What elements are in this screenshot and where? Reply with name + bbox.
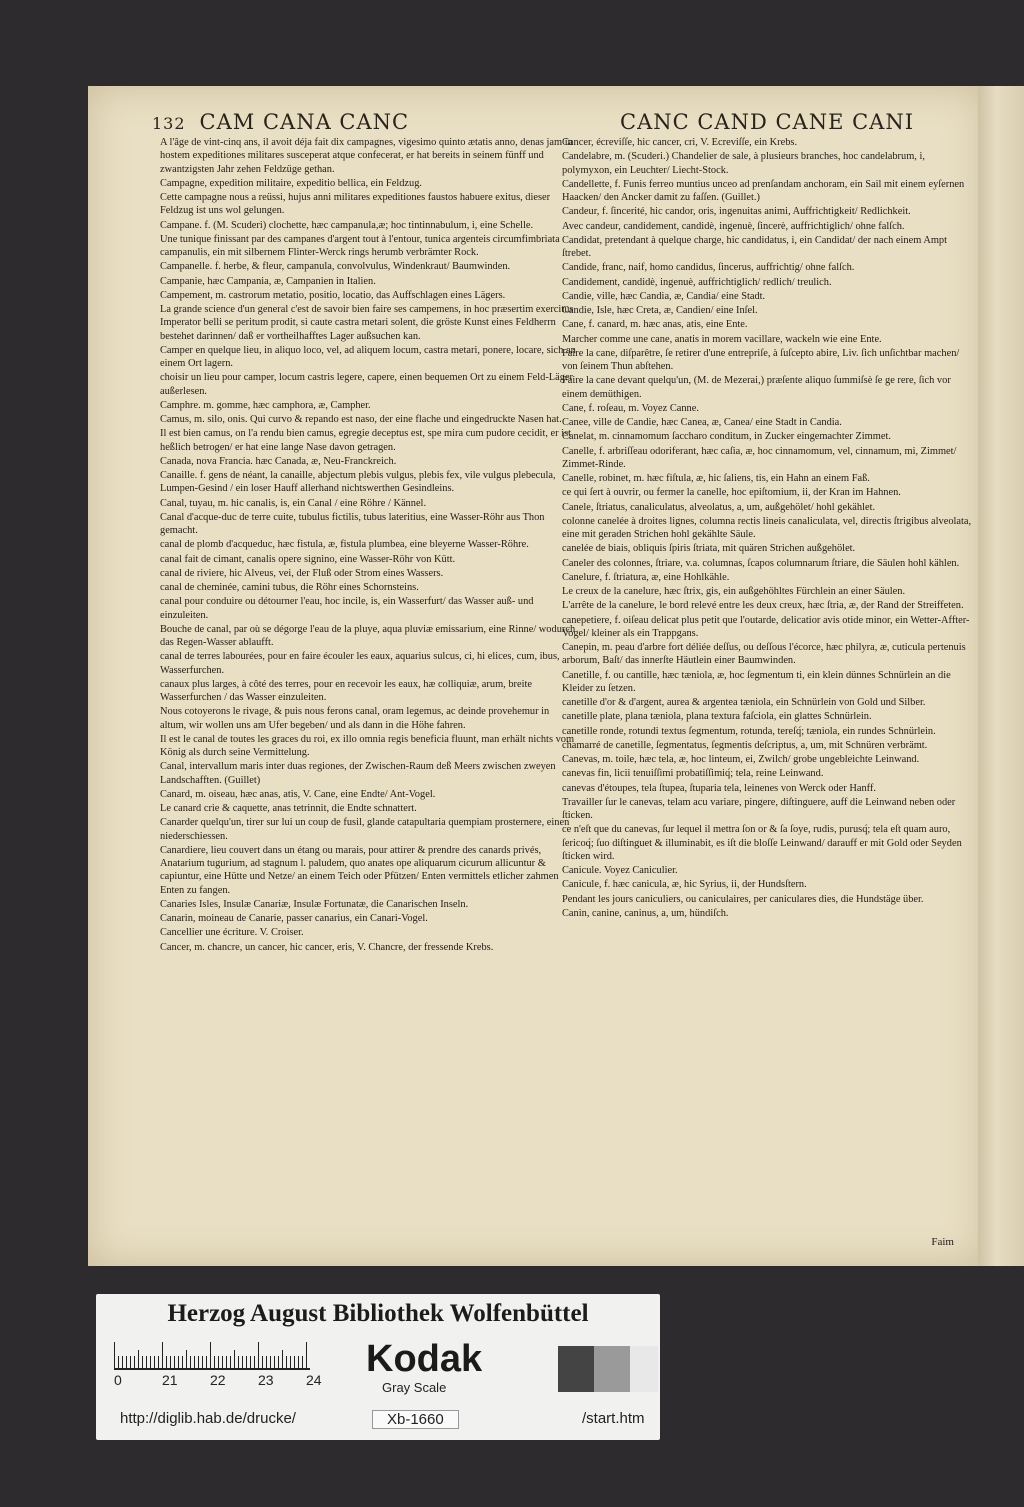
dictionary-entry: canaux plus larges, à côté des terres, pour en recevoir les eaux, hæ colliquiæ, arum, breite Wasserfurchen / das Wasser einzuleiten. [160,678,533,703]
dictionary-entry: Avec candeur, candidement, candidè, ingenuè, ſincerè, auffrichtiglich/ ohne falſch. [562,220,905,232]
dictionary-entry: canal de plomb d'acqueduc, hæc fistula, æ, fistula plumbea, eine bleyerne Wasser-Röhre. [160,539,529,551]
dictionary-entry: Canicule, f. hæc canicula, æ, hic Syrius, ii, der Hundsſtern. [562,879,807,891]
ruler-tick [246,1356,247,1368]
ruler-tick [142,1356,143,1368]
digital-library-url: http://diglib.hab.de/drucke/ [120,1410,296,1427]
dictionary-entry: Bouche de canal, par où se dégorge l'eau de la pluye, aqua pluviæ emissarium, eine Rinne/ wodurch das Regen-Wasser ablaufft. [160,623,576,648]
dictionary-entry: Campane. f. (M. Scuderi) clochette, hæc campanula,æ; hoc tintinnabulum, i, eine Schelle. [160,219,534,231]
dictionary-entry: Il est bien camus, on l'a rendu bien camus, egregie deceptus est, spe mira cum pudore cecidit, er ist heßlich betrogen/ er hat eine lange Nase davon getragen. [160,428,572,453]
scale-ruler [114,1342,310,1370]
ruler-tick [238,1356,239,1368]
library-title: Herzog August Bibliothek Wolfenbüttel [167,1300,589,1327]
ruler-tick [146,1356,147,1368]
ruler-tick [114,1342,115,1368]
gray-swatch-mid [594,1346,630,1392]
dictionary-entry: Faire la cane devant quelqu'un, (M. de Mezerai,) præſente aliquo ſummiſsè ſe ge rere, ſich vor einem demüthigen. [562,375,951,400]
ruler-tick [206,1356,207,1368]
dictionary-entry: Canal d'acque-duc de terre cuite, tubulus fictilis, tubus lateritius, eine Wasser-Röhr aus Thon gemacht. [160,511,545,536]
dictionary-entry: Candide, franc, naif, homo candidus, ſincerus, auffrichtig/ ohne falſch. [562,262,855,274]
dictionary-entry: Il est le canal de toutes les graces du roi, ex illo omnia regis beneficia fluunt, man erhält nichts vom König als durch seine Vermittelung. [160,733,575,758]
kodak-logo: Kodak [366,1338,483,1380]
dictionary-entry: canal de cheminée, camini tubus, die Röhr eines Schornsteins. [160,582,419,593]
ruler-tick [198,1356,199,1368]
left-running-head [152,110,409,134]
ruler-tick [138,1350,139,1368]
ruler-tick [118,1356,119,1368]
scale-number: 21 [162,1372,178,1388]
right-column [562,136,976,921]
adjacent-page-edge [978,86,1024,1266]
ruler-tick [230,1356,231,1368]
ruler-tick [186,1350,187,1368]
ruler-tick [134,1356,135,1368]
ruler-tick [302,1356,303,1368]
dictionary-entry: chamarré de canetille, ſegmentatus, ſegmentis deſcriptus, a, um, mit Schnüren verbrämt. [562,739,928,751]
dictionary-entry: Canee, ville de Candie, hæc Canea, æ, Canea/ eine Stadt in Candia. [562,417,842,428]
ruler-tick [162,1342,163,1368]
scale-number: 0 [114,1372,122,1388]
ruler-tick [242,1356,243,1368]
dictionary-entry: canepetiere, f. oiſeau delicat plus petit que l'outarde, delicatior avis otide minor, ein Wetter-Affter-Vogel/ kleiner als ein Trappgans. [562,614,970,639]
dictionary-entry: Canicule. Voyez Caniculier. [562,865,678,876]
scale-numbers [114,1372,354,1388]
dictionary-entry: Candie, ville, hæc Candia, æ, Candia/ eine Stadt. [562,290,766,302]
dictionary-entry: choisir un lieu pour camper, locum castris legere, capere, einen bequemen Ort zu einem Feld-Läger außerlesen. [160,372,574,397]
dictionary-entry: Candellette, f. Funis ferreo muntius unceo ad prenſandam anchoram, ein Sail mit einem eyſernen Haacken/ den Ancker damit zu faſſen. (Guillet.) [562,178,965,203]
dictionary-entry: canevas d'étoupes, tela ſtupea, ſtuparia tela, leinenes von Werck oder Hanff. [562,782,876,794]
dictionary-entry: A l'âge de vint-cinq ans, il avoit déja fait dix campagnes, vigesimo quinto ætatis anno, denas jam in hostem expeditiones militares susceperat atque confecerat, er hat bereits in seinem fünff und zwantzigsten Jahr zehen Feldzüge gethan. [160,137,573,175]
ruler-tick [178,1356,179,1368]
dictionary-entry: Canarder quelqu'un, tirer sur lui un coup de fusil, glande catapultaria quempiam prosternere, einen niederschiessen. [160,817,570,842]
gray-swatch-dark [558,1346,594,1392]
dictionary-entry: Candeur, f. ſincerité, hic candor, oris, ingenuitas animi, Auffrichtigkeit/ Redlichkeit. [562,206,911,218]
ruler-tick [298,1356,299,1368]
dictionary-entry: Travailler ſur le canevas, telam acu variare, pingere, diſtinguere, auff die Leinwand neben oder ſticken. [562,796,956,821]
gray-scale-label: Gray Scale [382,1380,447,1395]
scan-target-card [96,1294,660,1440]
ruler-tick [226,1356,227,1368]
dictionary-entry: canetille ronde, rotundi textus ſegmentum, rotunda, tereſq́; tæniola, ein rundes Schnürlein. [562,725,936,737]
ruler-tick [282,1350,283,1368]
dictionary-entry: Cane, f. canard, m. hæc anas, atis, eine Ente. [562,319,748,331]
ruler-tick [122,1356,123,1368]
ruler-tick [290,1356,291,1368]
ruler-tick [130,1356,131,1368]
dictionary-entry: canal de riviere, hic Alveus, vei, der Fluß oder Strom eines Wassers. [160,567,444,579]
dictionary-entry: colonne canelée à droites lignes, columna rectis lineis canaliculata, vel, directis ſtrigibus alveolata, eine mit geraden Strichen hohl gekählte Säule. [562,515,972,540]
dictionary-entry: Campement, m. castrorum metatio, positio, locatio, das Auffschlagen eines Lägers. [160,289,506,301]
dictionary-entry: Candelabre, m. (Scuderi.) Chandelier de sale, à plusieurs branches, hoc candelabrum, i, polymyxon, ein Leuchter/ Liecht-Stock. [562,151,925,176]
dictionary-entry: Cane, f. roſeau, m. Voyez Canne. [562,402,699,414]
dictionary-entry: Nous cotoyerons le rivage, & puis nous ferons canal, oram legemus, ac deinde provehemur in altum, wir wollen uns am Ufer begeben/ und als dann in die Höhe fahren. [160,706,550,731]
dictionary-entry: Canard, m. oiseau, hæc anas, atis, V. Cane, eine Endte/ Ant-Vogel. [160,788,436,800]
dictionary-entry: Cancellier une écriture. V. Croiser. [160,927,304,939]
dictionary-entry: Canaries Isles, Insulæ Canariæ, Insulæ Fortunatæ, die Canarischen Inseln. [160,898,469,910]
ruler-tick [202,1356,203,1368]
ruler-tick [254,1356,255,1368]
dictionary-entry: ce n'eſt que du canevas, ſur lequel il mettra ſon or & ſa ſoye, rudis, purusq́; tela eſt quam auro, ſericoq́; ſuo diſtinguet & illuminabit, es iſt die bloſſe Leinwand/ darauff er mit Gold oder Seyden ſticken wird. [562,824,962,862]
start-page-url: /start.htm [582,1410,645,1427]
ruler-tick [278,1356,279,1368]
dictionary-entry: Canaille. f. gens de néant, la canaille, abjectum plebis vulgus, plebis fex, vile vulgus plebecula, Lumpen-Gesind / ein loser Hauff allerhand nichtswerthen Gesindleins. [160,470,556,495]
dictionary-entry: La grande science d'un general c'est de savoir bien faire ses campemens, in hoc præsertim exercitus Imperator belli se peritum prodit, si caute castra metari solent, die gröste Kunst eines Feldherrn bestehet darinnen/ daß er vortheilhafftes Lager außsuchen kan. [160,304,574,342]
dictionary-entry: canal fait de cimant, canalis opere signino, eine Wasser-Röhr von Kütt. [160,553,456,565]
ruler-tick [258,1342,259,1368]
ruler-tick [166,1356,167,1368]
dictionary-entry: canal de terres labourées, pour en faire écouler les eaux, aquarius sulcus, ci, hi elices, cum, ibus, Wasserfurchen. [160,651,560,676]
dictionary-entry: canal pour conduire ou détourner l'eau, hoc incile, is, ein Wasserfurt/ das Wasser auß- und einzuleiten. [160,596,534,621]
ruler-tick [126,1356,127,1368]
ruler-tick [270,1356,271,1368]
dictionary-entry: Canetille, f. ou cantille, hæc tæniola, æ, hoc ſegmentum ti, ein klein dünnes Schnürlein an die Kleider zu ſetzen. [562,669,951,694]
dictionary-entry: canetille plate, plana tæniola, plana textura faſciola, ein glattes Schnürlein. [562,711,872,723]
dictionary-entry: Campanelle. f. herbe, & fleur, campanula, convolvulus, Windenkraut/ Baumwinden. [160,261,511,273]
dictionary-entry: Canardiere, lieu couvert dans un étang ou marais, pour attirer & prendre des canards privés, Anatarium tugurium, ad stagnum l. paludem, quo anates ope aliquarum cicurum allicuntur & capiuntur, eine Hütte und Netze/ an einem Teich oder Pfützen/ Enten vermittels etlicher zahmen Enten zu fangen. [160,844,559,896]
dictionary-entry: Candidat, pretendant à quelque charge, hic candidatus, i, ein Candidat/ der nach einem Ampt ſtrebet. [562,234,948,259]
ruler-tick [158,1356,159,1368]
shelfmark-label: Xb-1660 [372,1410,459,1429]
ruler-tick [150,1356,151,1368]
dictionary-entry: Canada, nova Francia. hæc Canada, æ, Neu-Franckreich. [160,455,397,467]
dictionary-entry: Le canard crie & caquette, anas tetrinnit, die Endte schnattert. [160,803,417,814]
dictionary-entry: Caneler des colonnes, ſtriare, v.a. columnas, ſcapos columnarum ſtriare, die Säulen hohl kählen. [562,557,960,569]
dictionary-entry: Canelle, robinet, m. hæc fiſtula, æ, hic ſaliens, tis, ein Hahn an einem Faß. [562,473,870,484]
ruler-tick [262,1356,263,1368]
dictionary-entry: L'arrête de la canelure, le bord relevé entre les deux creux, hæc ſtria, æ, der Rand der Streiffeten. [562,600,964,612]
left-column [160,136,578,955]
ruler-tick [222,1356,223,1368]
ruler-tick [154,1356,155,1368]
dictionary-entry: Canele, ſtriatus, canaliculatus, alveolatus, a, um, außgehölet/ hohl gekählet. [562,501,876,513]
dictionary-entry: Canelat, m. cinnamomum ſaccharo conditum, in Zucker eingemachter Zimmet. [562,431,891,443]
ruler-tick [274,1356,275,1368]
dictionary-entry: Canal, tuyau, m. hic canalis, is, ein Canal / eine Röhre / Kännel. [160,497,427,509]
dictionary-entry: Canepin, m. peau d'arbre fort déliée deſſus, ou deſſous l'écorce, hæc philyra, æ, cuticula pertenuis arborum, Baſt/ das innerſte Häutlein einer Baumwinden. [562,642,966,667]
book-page [88,86,984,1266]
dictionary-entry: canelée de biais, obliquis ſpiris ſtriata, mit quären Strichen außgehölet. [562,543,856,555]
dictionary-entry: Camper en quelque lieu, in aliquo loco, vel, ad aliquem locum, castra metari, ponere, locare, sich an einem Ort lagern. [160,344,576,369]
dictionary-entry: canetille d'or & d'argent, aurea & argentea tæniola, ein Schnürlein von Gold und Silber. [562,697,926,708]
scale-number: 23 [258,1372,274,1388]
ruler-tick [286,1356,287,1368]
dictionary-entry: Canal, intervallum maris inter duas regiones, der Zwischen-Raum deß Meers zwischen zweyen Landschafften. (Guillet) [160,761,556,786]
ruler-tick [306,1342,307,1368]
right-running-head: CANC CAND CANE CANI [620,110,914,134]
ruler-tick [218,1356,219,1368]
ruler-tick [194,1356,195,1368]
dictionary-entry: Une tunique finissant par des campanes d'argent tout à l'entour, tunica argenteis circumfimbriata campanulis, ein mit silbernem Flinter-Werck rings herumb verbrämter Rock. [160,233,560,258]
dictionary-entry: Candie, Isle, hæc Creta, æ, Candien/ eine Inſel. [562,305,758,316]
ruler-tick [266,1356,267,1368]
dictionary-entry: Camus, m. silo, onis. Qui curvo & repando est naso, der eine flache und eingedruckte Nasen hat. [160,414,562,425]
ruler-tick [182,1356,183,1368]
scale-number: 24 [306,1372,322,1388]
ruler-tick [214,1356,215,1368]
dictionary-entry: Cancer, écreviſſe, hic cancer, cri, V. Ecreviſſe, ein Krebs. [562,137,798,148]
dictionary-entry: Canevas, m. toile, hæc tela, æ, hoc linteum, ei, Zwilch/ grobe ungebleichte Leinwand. [562,754,920,765]
dictionary-entry: Campagne, expedition militaire, expeditio bellica, ein Feldzug. [160,177,422,189]
catchword: Faim [931,1236,954,1248]
dictionary-entry: Cette campagne nous a reüssi, hujus anni militares expeditiones faustos habuere exitus, dieser Feldzug ist uns wol gelungen. [160,192,551,217]
ruler-tick [190,1356,191,1368]
left-head-text: CAM CANA CANC [199,110,410,134]
dictionary-entry: canevas fin, licii tenuiſſimi probatiſſimiq́; tela, reine Leinwand. [562,768,824,780]
dictionary-entry: Campanie, hæc Campania, æ, Campanien in Italien. [160,275,376,287]
ruler-tick [174,1356,175,1368]
dictionary-entry: Le creux de la canelure, hæc ſtrix, gis, ein außgehöhltes Fürchlein an einer Säulen. [562,586,906,597]
ruler-tick [170,1356,171,1368]
dictionary-entry: ce qui ſert à ouvrir, ou fermer la canelle, hoc epiſtomium, ii, der Kran im Hahnen. [562,487,901,499]
dictionary-entry: Pendant les jours caniculiers, ou caniculaires, per caniculares dies, die Hundstäge über. [562,893,924,905]
scale-number: 22 [210,1372,226,1388]
dictionary-entry: Marcher comme une cane, anatis in morem vacillare, wackeln wie eine Ente. [562,333,882,345]
gray-swatch-light [630,1346,658,1392]
dictionary-entry: Candidement, candidè, ingenuè, auffrichtiglich/ redlich/ treulich. [562,276,832,288]
page-number: 132 [152,114,186,133]
dictionary-entry: Cancer, m. chancre, un cancer, hic cancer, eris, V. Chancre, der fressende Krebs. [160,941,494,953]
dictionary-entry: Canelure, f. ſtriatura, æ, eine Hohlkähle. [562,571,730,583]
dictionary-entry: Faire la cane, diſparêtre, ſe retirer d'une entrepriſe, à ſuſcepto abire, Liv. ſich unſichtbar machen/ von ſeinem Thun abſtehen. [562,347,960,372]
ruler-tick [234,1350,235,1368]
dictionary-entry: Camphre. m. gomme, hæc camphora, æ, Campher. [160,399,371,411]
ruler-tick [210,1342,211,1368]
ruler-tick [250,1356,251,1368]
dictionary-entry: Canarin, moineau de Canarie, passer canarius, ein Canari-Vogel. [160,913,428,924]
dictionary-entry: Canin, canine, caninus, a, um, hündiſch. [562,907,729,919]
ruler-tick [294,1356,295,1368]
dictionary-entry: Canelle, f. arbriſſeau odoriferant, hæc caſia, æ, hoc cinnamomum, vel, cinnamum, mi, Zimmet/ Zimmet-Rinde. [562,445,957,470]
